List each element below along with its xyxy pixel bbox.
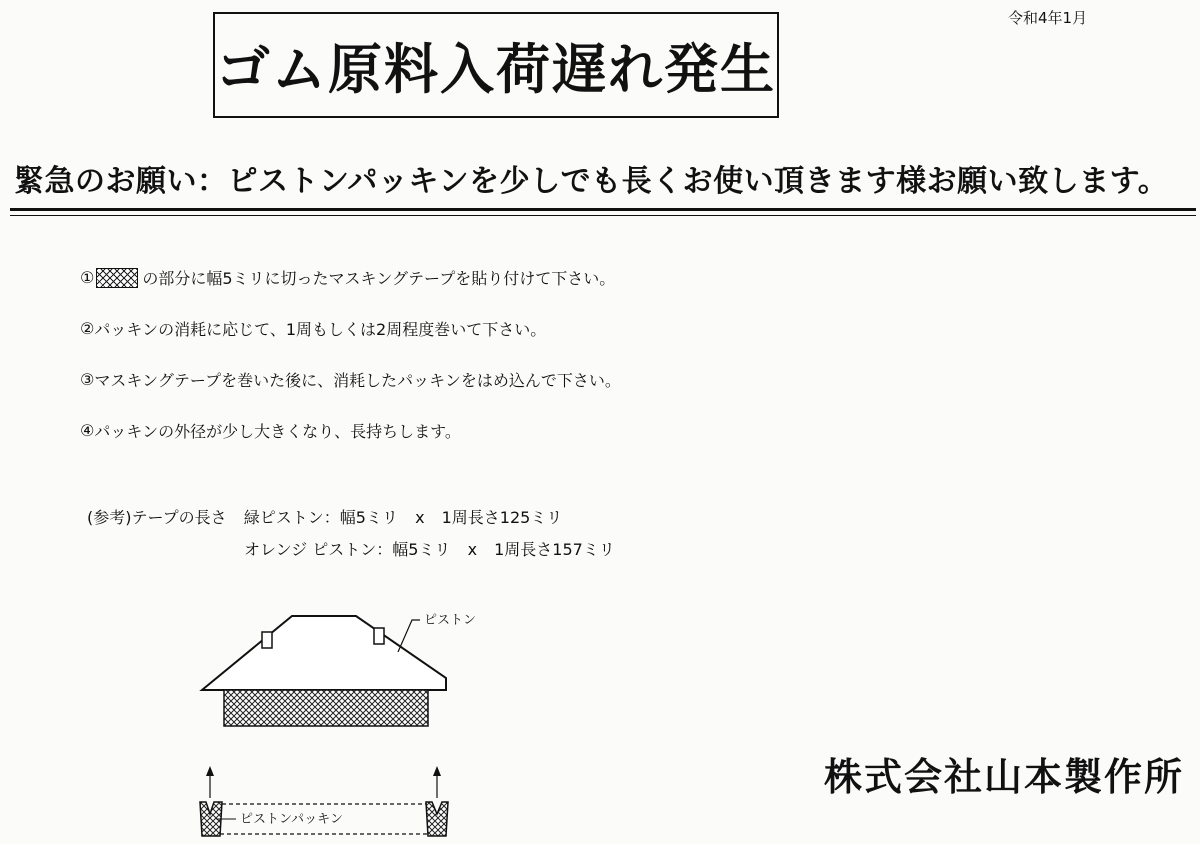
piston-tab-right [374,628,384,644]
reference-orange-line [244,537,615,560]
instruction-step-4 [80,417,621,444]
urgent-request-headline: 緊急のお願い：ピストンパッキンを少しでも長くお使い頂きます様お願い致します。 [14,164,1169,199]
piston-tab-left [262,632,272,648]
instruction-list [80,264,621,468]
notice-date: 令和4年1月 [1008,9,1088,27]
title-box [213,12,779,118]
step-text: の部分に幅5ミリに切ったマスキングテープを貼り付けて下さい。 [142,269,616,288]
page-title: ゴム原料入荷遅れ発生 [216,37,776,101]
arrow-left-head [206,766,214,776]
piston-diagram [180,590,500,840]
instruction-step-2 [80,315,621,342]
green-times-sign: x [415,508,425,527]
step-number: ③ [80,370,95,389]
step-number: ① [80,268,95,287]
arrow-right-head [433,766,441,776]
hatched-tape-area [224,690,428,726]
piston-label: ピストン [424,613,477,628]
green-piston-spec: 緑ピストン：幅5ミリ [243,508,398,527]
orange-tape-length: 1周長さ157ミリ [494,540,615,559]
step-text: マスキングテープを巻いた後に、消耗したパッキンをはめ込んで下さい。 [94,371,621,390]
packing-label: ピストンパッキン [240,812,343,827]
hatched-area-swatch [96,268,138,288]
step-text: パッキンの外径が少し大きくなり、長持ちします。 [94,422,461,441]
reference-green-line [87,505,562,528]
headline-rule-thick [10,208,1196,211]
reference-prefix: (参考)テープの長さ [87,508,227,527]
orange-times-sign: x [467,540,478,559]
step-text: パッキンの消耗に応じて、1周もしくは2周程度巻いて下さい。 [94,320,547,339]
headline-rule-thin [10,215,1196,216]
step-number: ④ [80,421,95,440]
orange-piston-spec: オレンジ ピストン：幅5ミリ [244,540,451,559]
step-number: ② [80,319,95,338]
green-tape-length: 1周長さ125ミリ [441,508,563,527]
packing-section-right [426,802,448,836]
company-name: 株式会社山本製作所 [824,755,1185,799]
instruction-step-3 [80,366,621,393]
instruction-step-1 [80,264,621,291]
